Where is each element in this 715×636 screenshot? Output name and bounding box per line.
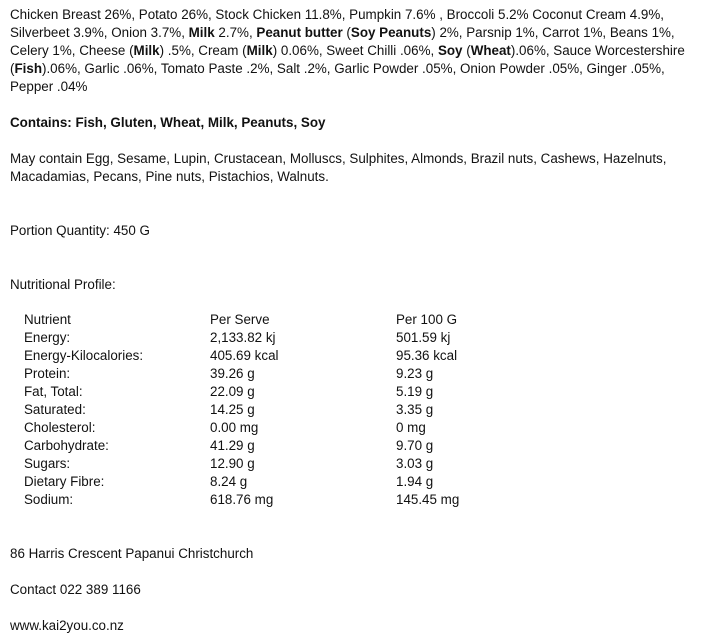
ingredient-allergen: Soy xyxy=(437,43,463,58)
address: 86 Harris Crescent Papanui Christchurch xyxy=(10,546,254,561)
per-serve-value: 41.29 g xyxy=(210,438,255,453)
nutrition-header-row xyxy=(24,311,459,329)
may-contain-statement: May contain Egg, Sesame, Lupin, Crustacean, Molluscs, Sulphites, Almonds, Brazil nuts, Cashews, Hazelnuts, Macadamias, Pecans, Pine nuts, Pistachios, Walnuts. xyxy=(10,151,667,184)
header-per-100g: Per 100 G xyxy=(396,312,458,327)
ingredient-allergen: Soy Peanuts xyxy=(350,25,432,40)
ingredient-allergen: Milk xyxy=(133,43,160,58)
per-100g-value: 3.35 g xyxy=(396,402,434,417)
nutrient-name: Energy-Kilocalories: xyxy=(24,348,144,363)
nutrient-name: Fat, Total: xyxy=(24,384,83,399)
per-serve-value: 2,133.82 kj xyxy=(210,330,276,345)
nutrition-table xyxy=(24,311,459,509)
header-nutrient: Nutrient xyxy=(24,312,71,327)
ingredient-text: Chicken Breast 26%, Potato 26%, Stock Chicken 11.8%, Pumpkin 7.6% , Broccoli 5.2% Coconut Cream 4.9%, Silverbeet 3.9%, Onion 3.7%, xyxy=(10,7,664,40)
per-serve-value: 405.69 kcal xyxy=(210,348,279,363)
nutrition-row xyxy=(24,437,459,455)
ingredient-text: 2.7%, xyxy=(214,25,257,40)
nutrient-name: Sugars: xyxy=(24,456,71,471)
nutrient-name: Cholesterol: xyxy=(24,420,96,435)
nutrient-name: Sodium: xyxy=(24,492,74,507)
per-serve-value: 22.09 g xyxy=(210,384,255,399)
per-serve-value: 14.25 g xyxy=(210,402,255,417)
nutrient-name: Dietary Fibre: xyxy=(24,474,105,489)
portion-quantity: Portion Quantity: 450 G xyxy=(10,223,150,238)
ingredient-text: ) .5%, Cream ( xyxy=(159,43,247,58)
nutrient-name: Carbohydrate: xyxy=(24,438,109,453)
per-100g-value: 9.70 g xyxy=(396,438,434,453)
nutrition-row xyxy=(24,455,459,473)
ingredient-text: ) 0.06%, Sweet Chilli .06%, xyxy=(272,43,438,58)
per-100g-value: 5.19 g xyxy=(396,384,434,399)
ingredient-allergen: Milk xyxy=(246,43,273,58)
header-per-serve: Per Serve xyxy=(210,312,270,327)
nutrition-row xyxy=(24,473,459,491)
contact-phone: Contact 022 389 1166 xyxy=(10,582,141,597)
ingredient-allergen: Milk xyxy=(188,25,215,40)
ingredient-allergen: Fish xyxy=(14,61,42,76)
ingredient-text: ( xyxy=(342,25,351,40)
per-100g-value: 145.45 mg xyxy=(396,492,460,507)
ingredient-allergen: Peanut butter xyxy=(256,25,343,40)
nutrition-row xyxy=(24,491,459,509)
per-serve-value: 0.00 mg xyxy=(210,420,259,435)
per-serve-value: 12.90 g xyxy=(210,456,255,471)
nutrient-name: Protein: xyxy=(24,366,71,381)
nutrition-row xyxy=(24,347,459,365)
nutrient-name: Energy: xyxy=(24,330,71,345)
nutrition-row xyxy=(24,401,459,419)
nutrition-row xyxy=(24,365,459,383)
ingredient-allergen: Wheat xyxy=(470,43,511,58)
ingredient-text: ) 2%, Parsnip 1%, Carrot 1%, Beans 1%, Celery 1%, Cheese ( xyxy=(10,25,675,58)
per-serve-value: 618.76 mg xyxy=(210,492,274,507)
ingredient-text: ( xyxy=(462,43,471,58)
nutrient-name: Saturated: xyxy=(24,402,86,417)
nutritional-profile-heading: Nutritional Profile: xyxy=(10,277,116,292)
per-serve-value: 39.26 g xyxy=(210,366,255,381)
per-100g-value: 501.59 kj xyxy=(396,330,451,345)
ingredient-text: ).06%, Sauce Worcestershire ( xyxy=(10,43,685,76)
per-100g-value: 3.03 g xyxy=(396,456,434,471)
per-100g-value: 9.23 g xyxy=(396,366,434,381)
website: www.kai2you.co.nz xyxy=(10,618,124,633)
nutrition-row xyxy=(24,383,459,401)
nutrition-row xyxy=(24,419,459,437)
nutrition-row xyxy=(24,329,459,347)
per-100g-value: 1.94 g xyxy=(396,474,434,489)
allergen-contains: Contains: Fish, Gluten, Wheat, Milk, Peanuts, Soy xyxy=(10,115,326,130)
per-100g-value: 95.36 kcal xyxy=(396,348,458,363)
per-serve-value: 8.24 g xyxy=(210,474,248,489)
ingredients-list xyxy=(10,6,708,96)
per-100g-value: 0 mg xyxy=(396,420,426,435)
ingredient-text: ).06%, Garlic .06%, Tomato Paste .2%, Salt .2%, Garlic Powder .05%, Onion Powder .05%, Ginger .05%, Pepper .04% xyxy=(10,61,665,94)
